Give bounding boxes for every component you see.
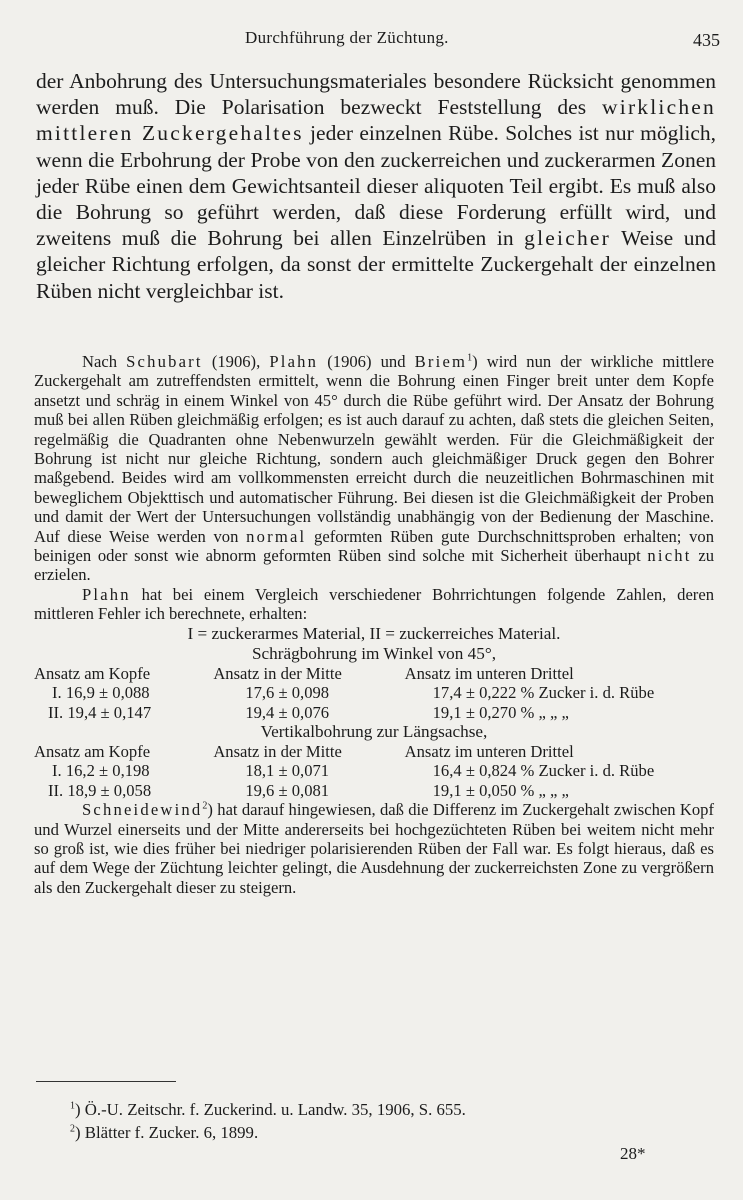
- small-print-section: [34, 352, 714, 897]
- footnote-ref-2: 2: [202, 800, 208, 812]
- paragraph-schneidewind: Schneidewind$^2$) hat darauf hingewiesen, daß die Differenz im Zuckergehalt zwischen Kopf und Wurzel einerseits und der Mitte andererseits bei hochgezüchteten Rüben bei weitem nicht mehr so groß ist, wie dies früher bei niedriger polarisierenden Rüben der Fall war. Es folgt hieraus, daß es auf dem Wege der Züchtung leichter gelingt, die Ausdehnung der zuckerreichsten Zone zu vergrößern als den Zuckergehalt dieser zu steigern.: [34, 800, 714, 897]
- table-schraegbohrung: [34, 664, 714, 722]
- table-row: I. 16,2 ± 0,198 18,1 ± 0,071 16,4 ± 0,824 % Zucker i. d. Rübe: [52, 761, 655, 781]
- page-number: 435: [693, 30, 720, 50]
- footnote-divider: [36, 1081, 176, 1082]
- footnotes: [70, 1098, 720, 1144]
- author-plahn-2: Plahn: [82, 584, 131, 604]
- main-paragraph: der Anbohrung des Untersuchungsmateriales besondere Rücksicht genommen werden muß. Die Polarisation bezweckt Feststellung des wirklichen mittleren Zuckergehaltes jeder einzelnen Rübe. Solches ist nur möglich, wenn die Erbohrung der Probe von den zuckerreichen und zuckerarmen Zonen jeder Rübe einen dem Gewichtsanteil dieser aliquoten Teil ergibt. Es muß also die Bohrung so geführt werden, daß diese Forderung erfüllt wird, und zweitens muß die Bohrung bei allen Einzelrüben in gleicher Weise und gleicher Richtung erfolgen, da sonst der ermittelte Zuckergehalt der einzelnen Rüben nicht vergleichbar ist.: [36, 69, 716, 303]
- footnote-1: $^1$) Ö.-U. Zeitschr. f. Zuckerind. u. Landw. 35, 1906, S. 655.: [70, 1100, 466, 1119]
- table-vertikalbohrung: [34, 742, 714, 800]
- table-row: II. 19,4 ± 0,147 19,4 ± 0,076 19,1 ± 0,270 % „ „ „: [48, 702, 569, 722]
- footnote-ref-1: 1: [467, 352, 473, 364]
- table-header-row: Ansatz am Kopfe Ansatz in der Mitte Ansatz im unteren Drittel: [34, 741, 574, 761]
- running-title: Durchführung der Züchtung.: [245, 28, 449, 47]
- emphasis-normal: normal: [246, 526, 307, 546]
- running-header: [30, 24, 720, 54]
- table-row: I. 16,9 ± 0,088 17,6 ± 0,098 17,4 ± 0,222 % Zucker i. d. Rübe: [52, 683, 655, 703]
- author-schubart: Schubart: [126, 352, 203, 371]
- emphasis-wirklichen: wirklichen mittleren Zuckergehaltes: [36, 95, 716, 146]
- author-plahn: Plahn: [269, 352, 319, 371]
- table-row: II. 18,9 ± 0,058 19,6 ± 0,081 19,1 ± 0,050 % „ „ „: [48, 780, 569, 800]
- author-schneidewind: Schneidewind: [82, 800, 203, 820]
- table-schraeg-caption: Schrägbohrung im Winkel von 45°,: [251, 643, 497, 663]
- printer-signature: 28*: [620, 1144, 646, 1163]
- footnote-2: $^2$) Blätter f. Zucker. 6, 1899.: [70, 1123, 259, 1142]
- paragraph-plahn: Plahn hat bei einem Vergleich verschiedener Bohrrichtungen folgende Zahlen, deren mittleren Fehler ich berechnete, erhalten:: [34, 584, 714, 624]
- emphasis-gleicher: gleicher: [524, 226, 611, 251]
- table-vertikal-caption: Vertikalbohrung zur Längsachse,: [260, 721, 488, 741]
- material-legend: I = zuckerarmes Material, II = zuckerreiches Material.: [187, 623, 561, 643]
- emphasis-nicht: nicht: [647, 546, 692, 566]
- author-briem: Briem: [414, 352, 468, 371]
- paragraph-schubart: Nach Schubart (1906), Plahn (1906) und Briem$^1$) wird nun der wirkliche mittlere Zuckergehalt am zutreffendsten ermittelt, wenn die Bohrung einen Finger breit unter dem Kopfe ansetzt und schräg in einem Winkel von 45° durch die Rübe geführt wird. Der Ansatz der Bohrung muß bei allen Rüben gleichmäßig erfolgen; es ist auch darauf zu achten, daß stets die gleichen Seiten, regelmäßig die Quadranten ohne Nebenwurzeln gewählt werden. Für die Gleichmäßigkeit der Bohrung ist nicht nur gleiche Richtung, sondern auch gleichmäßiger Druck gegen den Bohrer maßgebend. Beides wird am vollkommensten erreicht durch die neuzeitlichen Bohrmaschinen mit beweglichem Objekttisch und automatischer Führung. Bei diesen ist die Gleichmäßigkeit der Proben und damit der Wert der Untersuchungen vollständig unabhängig von der Bedienung der Maschine. Auf diese Weise werden von normal geformten Rüben gute Durchschnittsproben erhalten; von beinigen oder sonst wie abnorm geformten Rüben sind solche mit Sicherheit überhaupt nicht zu erzielen.: [34, 352, 714, 585]
- table-header-row: Ansatz am Kopfe Ansatz in der Mitte Ansatz im unteren Drittel: [34, 663, 574, 683]
